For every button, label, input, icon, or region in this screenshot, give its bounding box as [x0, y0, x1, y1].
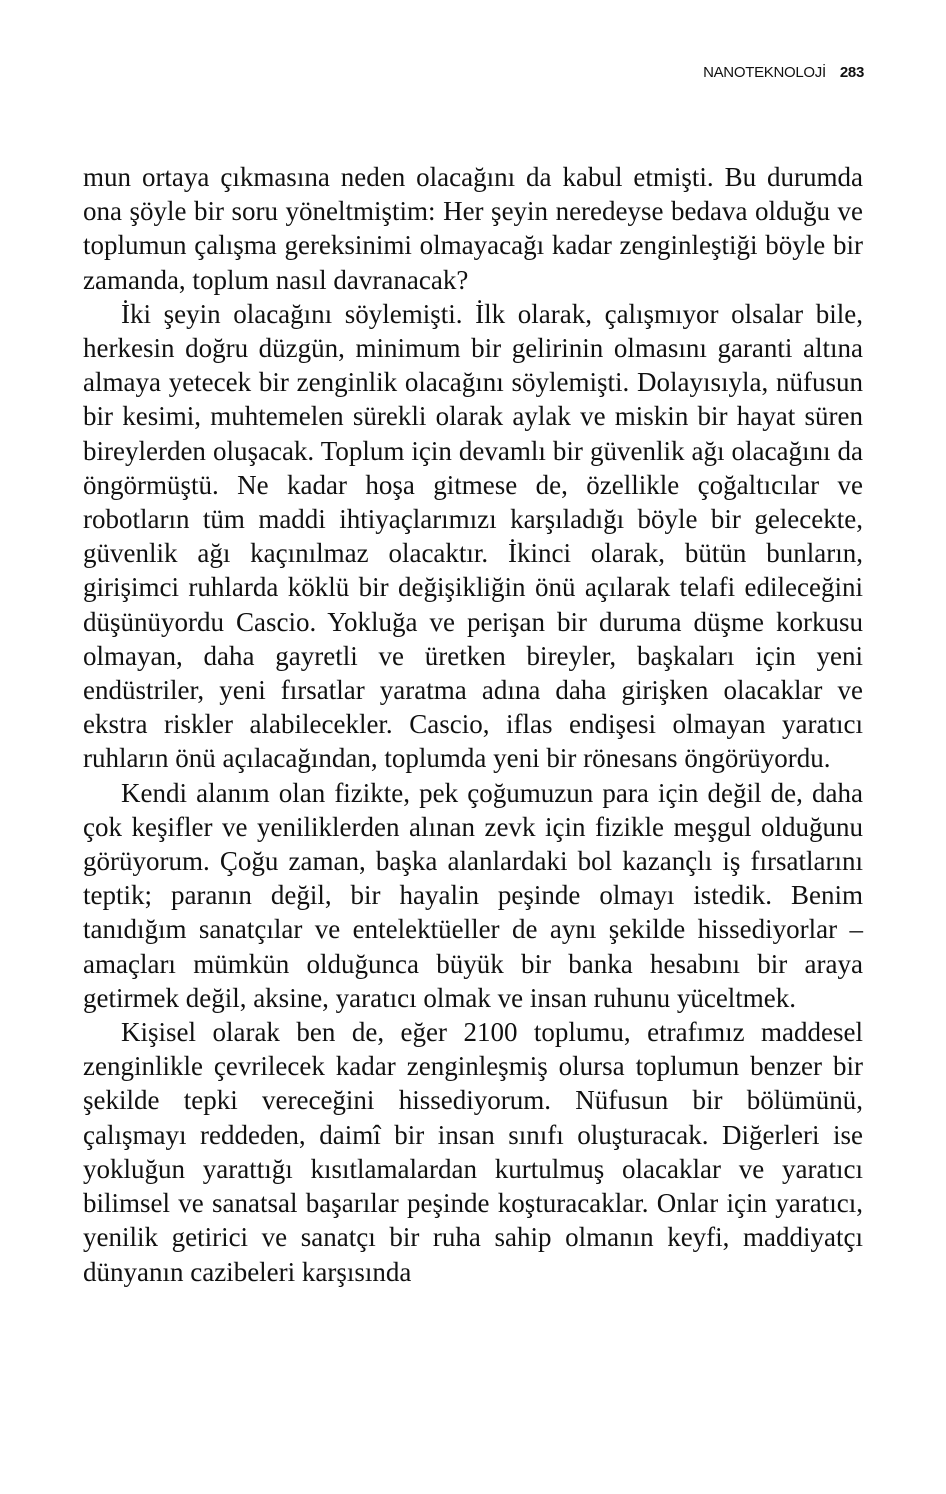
paragraph: İki şeyin olacağını söylemişti. İlk olarak, çalışmıyor olsalar bile, herkesin doğru düzgün, minimum bir gelirinin olmasını garanti altına almaya yetecek bir zenginlik olacağını söylemişti. Dolayısıyla, nüfusun bir kesimi, muhtemelen sürekli olarak aylak ve miskin bir hayat süren bireylerden oluşacak. Toplum için devamlı bir güvenlik ağı olacağını da öngörmüştü. Ne kadar hoşa gitmese de, özellikle çoğaltıcılar ve robotların tüm maddi ihtiyaçlarımızı karşıladığı böyle bir gelecekte, güvenlik ağı kaçınılmaz olacaktır. İkinci olarak, bütün bunların, girişimci ruhlarda köklü bir değişikliğin önü açılarak telafi edileceğini düşünüyordu Cascio. Yokluğa ve perişan bir duruma düşme korkusu olmayan, daha gayretli ve üretken bireyler, başkaları için yeni endüstriler, yeni fırsatlar yaratma adına daha girişken olacaklar ve ekstra riskler alabilecekler. Cascio, iflas endişesi olmayan yaratıcı ruhların önü açılacağından, toplumda yeni bir rönesans öngörüyordu. [83, 298, 863, 774]
paragraph: Kendi alanım olan fizikte, pek çoğumuzun para için değil de, daha çok keşifler ve yeniliklerden alınan zevk için fizikle meşgul olduğunu görüyorum. Çoğu zaman, başka alanlardaki bol kazançlı iş fırsatlarını teptik; paranın değil, bir hayalin peşinde olmayı istedik. Benim tanıdığım sanatçılar ve entelektüeller de aynı şekilde hissediyorlar – amaçları mümkün olduğunca büyük bir banka hesabını bir araya getirmek değil, aksine, yaratıcı olmak ve insan ruhunu yüceltmek. [83, 777, 863, 1013]
running-title: NANOTEKNOLOJİ [703, 64, 826, 81]
body-text [83, 160, 863, 1289]
page-number: 283 [839, 64, 864, 81]
running-header [703, 64, 864, 81]
paragraph: mun ortaya çıkmasına neden olacağını da kabul etmişti. Bu durumda ona şöyle bir soru yöneltmiştim: Her şeyin neredeyse bedava olduğu ve toplumun çalışma gereksinimi olmayacağı kadar zenginleştiği böyle bir zamanda, toplum nasıl davranacak? [83, 162, 863, 295]
paragraph: Kişisel olarak ben de, eğer 2100 toplumu, etrafımız maddesel zenginlikle çevrilecek kadar zenginleşmiş olursa toplumun benzer bir şekilde tepki vereceğini hissediyorum. Nüfusun bir bölümünü, çalışmayı reddeden, daimî bir insan sınıfı oluşturacak. Diğerleri ise yokluğun yarattığı kısıtlamalardan kurtulmuş olacaklar ve yaratıcı bilimsel ve sanatsal başarılar peşinde koşturacaklar. Onlar için yaratıcı, yenilik getirici ve sanatçı bir ruha sahip olmanın keyfi, maddiyatçı dünyanın cazibeleri karşısında [83, 1017, 863, 1287]
